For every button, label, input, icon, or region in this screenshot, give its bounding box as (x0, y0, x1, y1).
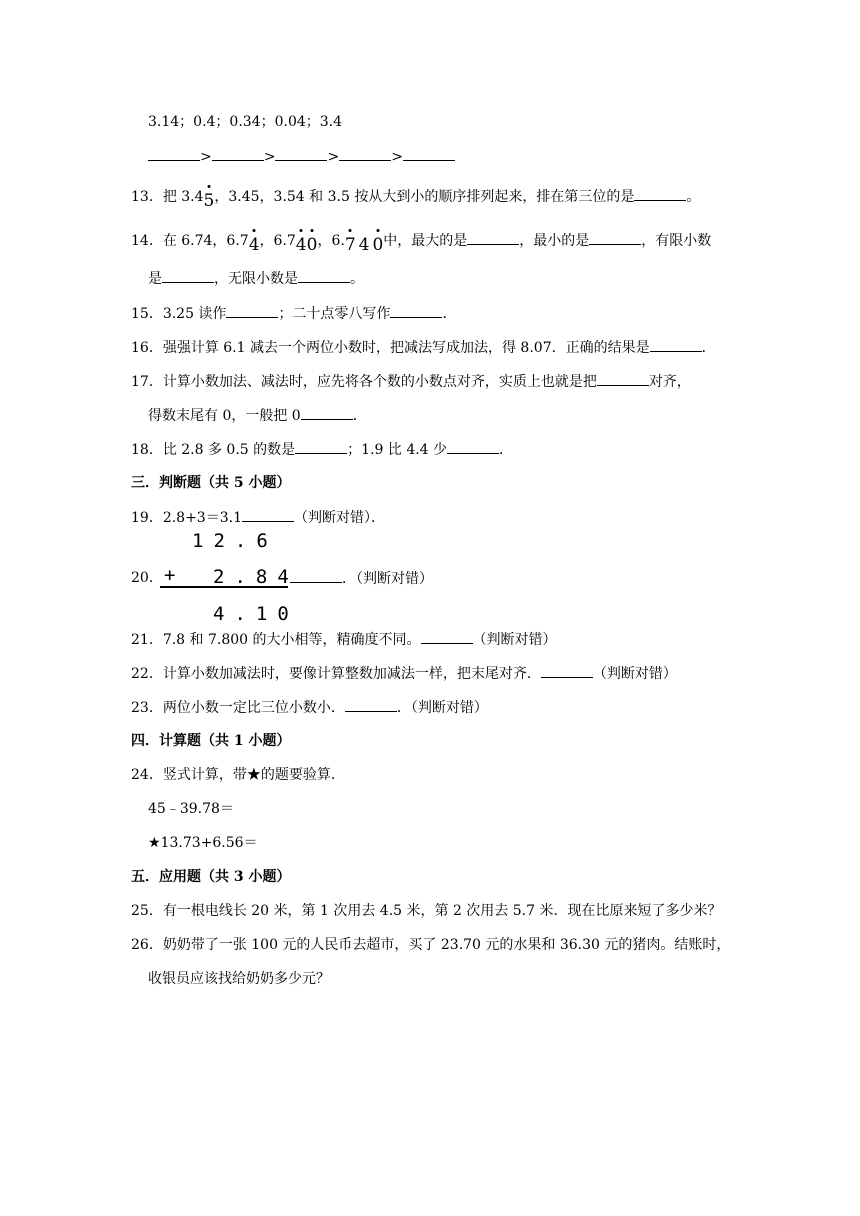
answer-blank[interactable] (148, 146, 200, 161)
answer-blank[interactable] (226, 303, 278, 318)
question-20: 20． (131, 570, 163, 586)
question-19: 19．2.8+3＝3.1 （判断对错）． (131, 507, 385, 528)
q12-numbers: 3.14；0.4；0.34；0.04；3.4 (148, 114, 343, 130)
question-26: 26．奶奶带了一张 100 元的人民币去超市，买了 23.70 元的水果和 36.30 元的猪肉。结账时， (131, 937, 731, 953)
question-14: 14．在 6.74，6.7 4，6.7 4 0，6. 7 4 0中，最大的是 ，最小的是 ，有限小数 (131, 230, 711, 251)
section-heading: 四．计算题（共 1 小题） (131, 733, 291, 749)
greater-sign: > (263, 149, 276, 165)
question-22: 22．计算小数加减法时，要像计算整数加减法一样，把末尾对齐． （判断对错） (131, 663, 677, 684)
repeat-dot-icon (311, 229, 314, 232)
repeating-digit: 0 (307, 235, 318, 255)
answer-blank[interactable] (390, 303, 442, 318)
answer-blank[interactable] (242, 507, 294, 522)
answer-blank[interactable] (467, 230, 519, 245)
question-18: 18．比 2.8 多 0.5 的数是 ；1.9 比 4.4 少 ． (131, 439, 513, 460)
question-13: 13．把 3.4 5，3.45，3.54 和 3.5 按从大到小的顺序排列起来，排在第三位的是 。 (131, 186, 700, 207)
repeating-digit: 5 (204, 191, 215, 211)
question-14-line2: 是 ，无限小数是 。 (148, 268, 364, 289)
repeat-dot-icon (349, 229, 352, 232)
q12-compare-row (148, 146, 455, 167)
repeat-dot-icon (253, 229, 256, 232)
greater-sign: > (327, 149, 340, 165)
answer-blank[interactable] (339, 146, 391, 161)
expression: ★13.73+6.56＝ (148, 835, 258, 851)
question-17-line2: 得数末尾有 0，一般把 0 ． (148, 405, 367, 426)
answer-blank[interactable] (634, 186, 686, 201)
section-heading: 五．应用题（共 3 小题） (131, 869, 291, 885)
answer-blank[interactable] (212, 146, 264, 161)
repeating-digit: 4 (296, 235, 307, 255)
answer-blank[interactable] (589, 230, 641, 245)
answer-blank[interactable] (541, 663, 593, 678)
answer-blank[interactable] (403, 146, 455, 161)
answer-blank[interactable] (290, 568, 342, 583)
answer-blank[interactable] (295, 439, 347, 454)
question-16: 16．强强计算 6.1 减去一个两位小数时，把减法写成加法，得 8.07．正确的结果是 ． (131, 337, 716, 358)
repeat-dot-icon (207, 185, 210, 188)
greater-sign: > (391, 149, 403, 165)
repeating-digit: 0 (372, 235, 383, 255)
expression: 45﹣39.78＝ (148, 801, 234, 817)
answer-blank[interactable] (345, 697, 397, 712)
answer-blank[interactable] (421, 629, 473, 644)
vertical-addend: 2.84 (213, 566, 299, 588)
question-17: 17．计算小数加法、减法时，应先将各个数的小数点对齐，实质上也就是把 对齐， (131, 371, 691, 392)
vertical-result: 4.10 (213, 603, 299, 625)
answer-blank[interactable] (301, 405, 353, 420)
question-20-answer: ．（判断对错） (290, 568, 433, 589)
section-heading: 三．判断题（共 5 小题） (131, 475, 291, 491)
answer-blank[interactable] (650, 337, 702, 352)
answer-blank[interactable] (597, 371, 649, 386)
repeating-digit: 4 (249, 235, 260, 255)
question-15: 15．3.25 读作 ；二十点零八写作 ． (131, 303, 456, 324)
repeating-digit: 7 (345, 235, 356, 255)
vertical-top-number: 12.6 (192, 530, 278, 552)
plus-sign: + (164, 564, 176, 586)
sum-underline (160, 586, 288, 588)
answer-blank[interactable] (162, 268, 214, 283)
repeat-dot-icon (300, 229, 303, 232)
question-23: 23．两位小数一定比三位小数小． ．（判断对错） (131, 697, 488, 718)
question-21: 21．7.8 和 7.800 的大小相等，精确度不同。 （判断对错） (131, 629, 557, 650)
greater-sign: > (200, 149, 212, 165)
answer-blank[interactable] (298, 268, 350, 283)
answer-blank[interactable] (447, 439, 499, 454)
question-26-line2: 收银员应该找给奶奶多少元？ (148, 971, 330, 987)
repeat-dot-icon (376, 229, 379, 232)
question-24: 24．竖式计算，带★的题要验算． (131, 767, 345, 783)
answer-blank[interactable] (275, 146, 327, 161)
question-25: 25．有一根电线长 20 米，第 1 次用去 4.5 米，第 2 次用去 5.7 米．现在比原来短了多少米？ (131, 903, 722, 919)
